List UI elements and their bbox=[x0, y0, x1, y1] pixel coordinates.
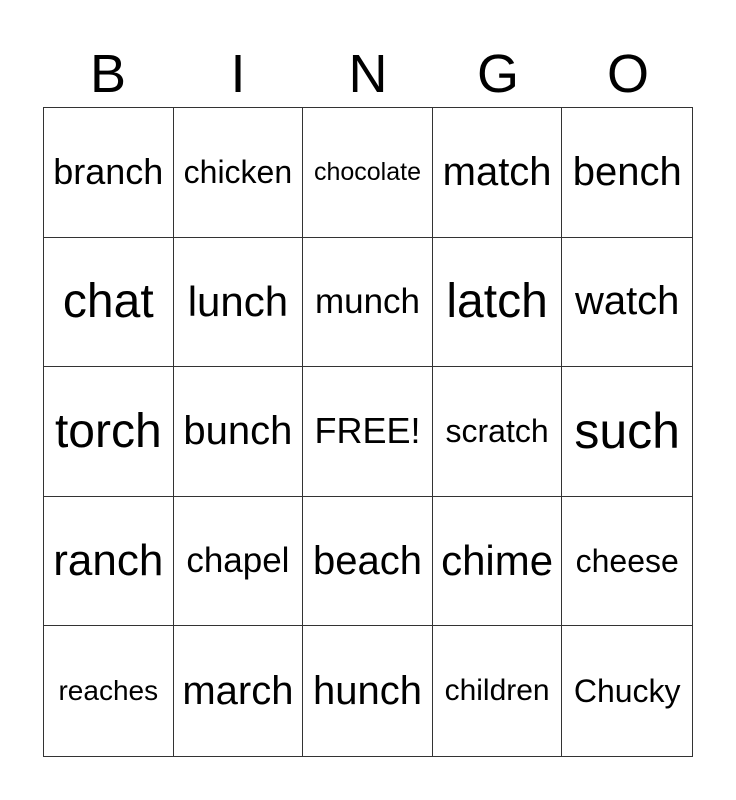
bingo-cell bbox=[174, 367, 304, 497]
cell-word: bench bbox=[572, 149, 682, 194]
cell-word: chime bbox=[441, 537, 554, 585]
free-space-cell bbox=[303, 367, 433, 497]
bingo-cell bbox=[562, 238, 692, 368]
cell-word: chapel bbox=[186, 541, 290, 581]
bingo-cell bbox=[433, 367, 563, 497]
header-letter-g: G bbox=[476, 44, 519, 104]
cell-word: children bbox=[444, 674, 550, 708]
cell-word: cheese bbox=[575, 542, 679, 579]
cell-word: lunch bbox=[187, 277, 289, 325]
bingo-cell bbox=[303, 497, 433, 627]
cell-word: march bbox=[182, 668, 294, 713]
bingo-cell bbox=[174, 108, 304, 238]
bingo-cell bbox=[433, 108, 563, 238]
header-letter-i: I bbox=[230, 44, 246, 104]
bingo-cell bbox=[44, 238, 174, 368]
cell-word: hunch bbox=[313, 668, 422, 713]
bingo-cell bbox=[174, 626, 304, 756]
header-letter-n: N bbox=[348, 44, 388, 104]
bingo-cell bbox=[303, 108, 433, 238]
cell-word: reaches bbox=[58, 675, 159, 707]
bingo-cell bbox=[44, 626, 174, 756]
cell-word: latch bbox=[446, 275, 548, 329]
bingo-cell bbox=[44, 367, 174, 497]
bingo-cell bbox=[562, 626, 692, 756]
cell-word: ranch bbox=[53, 536, 164, 586]
header-letter-o: O bbox=[606, 44, 649, 104]
cell-word: scratch bbox=[445, 412, 549, 449]
cell-word: match bbox=[442, 149, 552, 194]
bingo-board bbox=[43, 107, 693, 757]
bingo-header bbox=[43, 40, 693, 108]
bingo-cell bbox=[433, 238, 563, 368]
cell-word: chat bbox=[62, 275, 154, 329]
cell-word: such bbox=[574, 403, 680, 460]
bingo-cell bbox=[562, 108, 692, 238]
bingo-cell bbox=[562, 367, 692, 497]
bingo-cell bbox=[303, 626, 433, 756]
cell-word: munch bbox=[314, 281, 421, 321]
cell-word: Chucky bbox=[573, 672, 681, 709]
bingo-cell bbox=[433, 626, 563, 756]
cell-word: branch bbox=[53, 151, 164, 193]
bingo-cell bbox=[44, 108, 174, 238]
bingo-cell bbox=[433, 497, 563, 627]
bingo-cell bbox=[44, 497, 174, 627]
cell-word: chocolate bbox=[313, 157, 421, 186]
cell-word: watch bbox=[574, 279, 680, 324]
bingo-cell bbox=[303, 238, 433, 368]
bingo-cell bbox=[562, 497, 692, 627]
cell-word: bunch bbox=[183, 408, 293, 453]
cell-word: beach bbox=[313, 538, 422, 583]
free-space-label: FREE! bbox=[314, 410, 421, 452]
bingo-cell bbox=[174, 238, 304, 368]
cell-word: chicken bbox=[183, 153, 293, 190]
cell-word: torch bbox=[54, 404, 162, 458]
header-letter-b: B bbox=[89, 44, 127, 104]
bingo-cell bbox=[174, 497, 304, 627]
